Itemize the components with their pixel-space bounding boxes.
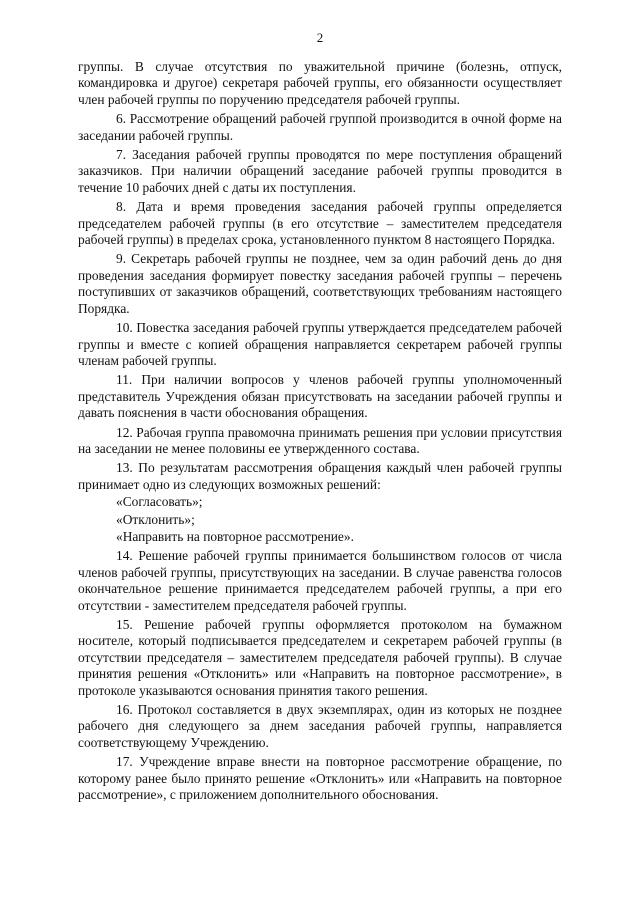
decision-option-reject: «Отклонить»; [116, 511, 195, 527]
paragraph-12: 12. Рабочая группа правомочна принимать решения при условии присутствия на заседании не менее половины ее утвержденного состава. [78, 424, 562, 456]
paragraph-9: 9. Секретарь рабочей группы не позднее, чем за один рабочий день до дня проведения заседания формирует повестку заседания рабочей группы – перечень поступивших от заказчиков обращений, соответствующих требованиям настоящего Порядка. [78, 251, 562, 316]
paragraph-16: 16. Протокол составляется в двух экземплярах, один из которых не позднее рабочего дня следующего за днем заседания рабочей группы, направляется соответствующему Учреждению. [78, 702, 562, 750]
decision-option-resubmit: «Направить на повторное рассмотрение». [116, 528, 354, 544]
paragraph-10: 10. Повестка заседания рабочей группы утверждается председателем рабочей группы и вместе с копией обращения направляется секретарем рабочей группы членам рабочей группы. [78, 320, 562, 368]
document-body [78, 59, 562, 803]
paragraph-8: 8. Дата и время проведения заседания рабочей группы определяется председателем рабочей группы (в его отсутствие – заместителем председателя рабочей группы) в пределах срока, установленного пунктом 8 настоящего Порядка. [78, 199, 562, 248]
page-number: 2 [316, 30, 324, 45]
paragraph-6: 6. Рассмотрение обращений рабочей группой производится в очной форме на заседании рабочей группы. [78, 111, 562, 143]
paragraph-15: 15. Решение рабочей группы оформляется протоколом на бумажном носителе, который подписывается председателем и секретарем рабочей группы (в отсутствии председателя – заместителем председателя рабочей группы). В случае принятия решения «Отклонить» или «Направить на повторное рассмотрение», в протоколе указываются основания принятия такого решения. [78, 617, 562, 698]
paragraph-7: 7. Заседания рабочей группы проводятся по мере поступления обращений заказчиков. При наличии обращений заседание рабочей группы проводится в течение 10 рабочих дней с даты их поступления. [78, 147, 562, 195]
paragraph-11: 11. При наличии вопросов у членов рабочей группы уполномоченный представитель Учреждения обязан присутствовать на заседании рабочей группы и давать пояснения в части обоснования обращения. [78, 372, 562, 421]
paragraph-14: 14. Решение рабочей группы принимается большинством голосов от числа членов рабочей группы, присутствующих на заседании. В случае равенства голосов окончательное решение принимается председателем рабочей группы, а при его отсутствии - заместителем председателя рабочей группы. [78, 548, 562, 613]
paragraph-17: 17. Учреждение вправе внести на повторное рассмотрение обращение, по которому ранее было принято решение «Отклонить» или «Направить на повторное рассмотрение», с приложением дополнительного обоснования. [78, 754, 562, 803]
paragraph-continuation: группы. В случае отсутствия по уважительной причине (болезнь, отпуск, командировка и другое) секретаря рабочей группы, его обязанности осуществляет член рабочей группы по поручению председателя рабочей группы. [78, 59, 562, 107]
paragraph-13: 13. По результатам рассмотрения обращения каждый член рабочей группы принимает одно из следующих возможных решений: [78, 460, 562, 492]
decision-option-approve: «Согласовать»; [116, 494, 203, 510]
